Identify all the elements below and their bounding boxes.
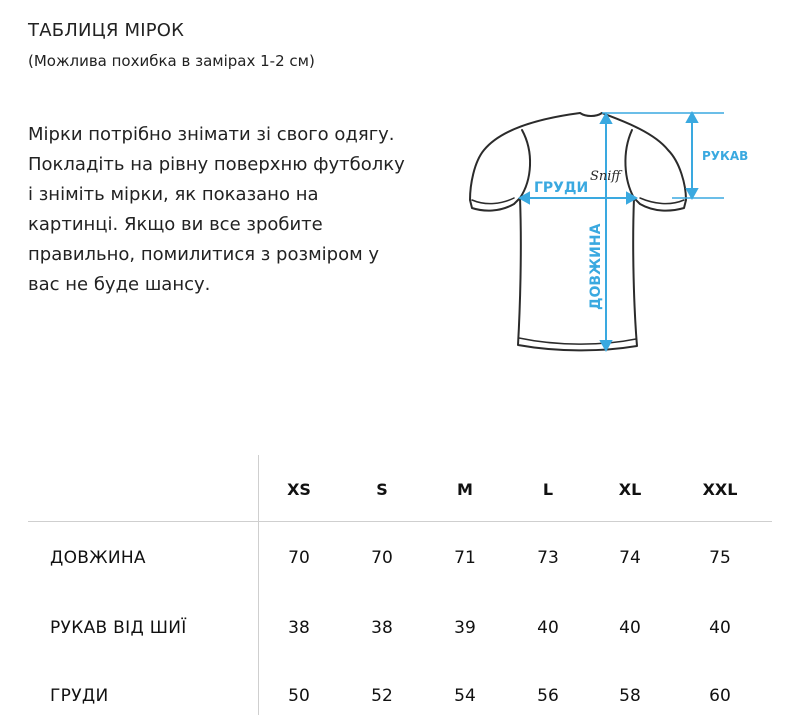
tshirt-neck — [580, 113, 602, 116]
page-subtitle: (Можлива похибка в замірах 1-2 см) — [28, 52, 315, 70]
raglan-seam-left — [520, 130, 530, 198]
table-cell: 54 — [454, 686, 476, 706]
instructions-text: Мірки потрібно знімати зі свого одягу. Покладіть на рівну поверхню футболку і зніміть мірки, як показано на картинці. Якщо ви все зробите правильно, помилитися з розміром у вас не буде шансу. — [28, 124, 405, 295]
table-cell: 70 — [288, 548, 310, 568]
raglan-seam-right — [625, 130, 634, 198]
table-cell: 52 — [371, 686, 393, 706]
table-cell: 38 — [371, 618, 393, 638]
table-cell: 60 — [709, 686, 731, 706]
logo-text: Sniff — [590, 169, 621, 184]
table-cell: 38 — [288, 618, 310, 638]
size-header-xxl: XXL — [702, 480, 738, 499]
size-header-xl: XL — [618, 480, 642, 499]
size-header-xs: XS — [287, 480, 311, 499]
length-label: ДОВЖИНА — [588, 223, 604, 310]
row-label-chest: ГРУДИ — [50, 686, 109, 706]
chest-label: ГРУДИ — [534, 180, 589, 196]
tshirt-outline — [470, 113, 686, 350]
tshirt-diagram — [462, 100, 762, 360]
table-horizontal-divider — [28, 521, 772, 522]
table-cell: 40 — [537, 618, 559, 638]
size-header-l: L — [542, 480, 554, 499]
table-cell: 39 — [454, 618, 476, 638]
row-label-sleeve: РУКАВ ВІД ШИЇ — [50, 618, 187, 638]
table-cell: 40 — [619, 618, 641, 638]
table-cell: 58 — [619, 686, 641, 706]
table-cell: 70 — [371, 548, 393, 568]
table-cell: 50 — [288, 686, 310, 706]
table-cell: 56 — [537, 686, 559, 706]
table-cell: 74 — [619, 548, 641, 568]
sleeve-label: РУКАВ — [702, 149, 749, 163]
page-title: ТАБЛИЦЯ МІРОК — [28, 20, 185, 41]
table-cell: 73 — [537, 548, 559, 568]
row-label-length: ДОВЖИНА — [50, 548, 146, 568]
size-header-m: M — [457, 480, 473, 499]
table-vertical-divider — [258, 455, 259, 715]
table-cell: 71 — [454, 548, 476, 568]
table-cell: 40 — [709, 618, 731, 638]
table-cell: 75 — [709, 548, 731, 568]
size-header-s: S — [376, 480, 388, 499]
